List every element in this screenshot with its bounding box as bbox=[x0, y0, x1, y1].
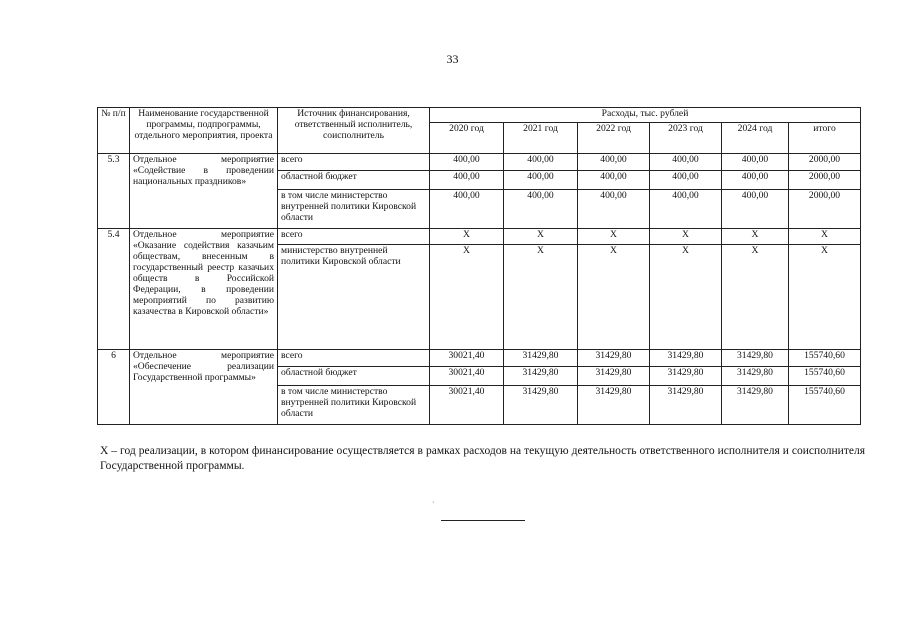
total-cell: 2000,00 bbox=[789, 171, 861, 190]
total-cell: 2000,00 bbox=[789, 154, 861, 171]
year-value-cell: 400,00 bbox=[722, 190, 789, 229]
year-value-cell: X bbox=[504, 245, 578, 350]
year-value-cell: 31429,80 bbox=[722, 386, 789, 425]
table-header bbox=[98, 108, 861, 154]
year-value-cell: 30021,40 bbox=[430, 367, 504, 386]
year-value-cell: 31429,80 bbox=[504, 367, 578, 386]
table-row bbox=[98, 154, 861, 171]
total-cell: 155740,60 bbox=[789, 367, 861, 386]
header-num: № п/п bbox=[98, 108, 130, 154]
measure-name: Отдельное мероприятие «Содействие в проведении национальных праздников» bbox=[130, 154, 278, 229]
year-value-cell: 31429,80 bbox=[722, 350, 789, 367]
year-value-cell: 31429,80 bbox=[578, 367, 650, 386]
funding-source: областной бюджет bbox=[278, 171, 430, 190]
year-value-cell: 400,00 bbox=[578, 154, 650, 171]
year-value-cell: 400,00 bbox=[504, 171, 578, 190]
year-value-cell: 400,00 bbox=[578, 190, 650, 229]
year-value-cell: 400,00 bbox=[650, 154, 722, 171]
total-cell: 155740,60 bbox=[789, 350, 861, 367]
header-year: 2023 год bbox=[650, 123, 722, 154]
table-row bbox=[98, 350, 861, 367]
scan-mark: ` bbox=[432, 500, 435, 510]
year-value-cell: 400,00 bbox=[650, 171, 722, 190]
header-year: 2022 год bbox=[578, 123, 650, 154]
total-cell: X bbox=[789, 229, 861, 245]
year-value-cell: 400,00 bbox=[430, 171, 504, 190]
funding-source: министерство внутренней политики Кировской области bbox=[278, 245, 430, 350]
year-value-cell: X bbox=[578, 245, 650, 350]
year-value-cell: 400,00 bbox=[650, 190, 722, 229]
year-value-cell: X bbox=[430, 229, 504, 245]
year-value-cell: 31429,80 bbox=[650, 350, 722, 367]
total-cell: 2000,00 bbox=[789, 190, 861, 229]
footer-rule bbox=[441, 520, 525, 521]
measure-name: Отдельное мероприятие «Обеспечение реализации Государственной программы» bbox=[130, 350, 278, 425]
year-value-cell: X bbox=[722, 245, 789, 350]
funding-source: областной бюджет bbox=[278, 367, 430, 386]
year-value-cell: X bbox=[430, 245, 504, 350]
year-value-cell: 31429,80 bbox=[722, 367, 789, 386]
header-source: Источник финансирования, ответственный исполнитель, соисполнитель bbox=[278, 108, 430, 154]
row-number: 5.3 bbox=[98, 154, 130, 229]
header-year: 2021 год bbox=[504, 123, 578, 154]
year-value-cell: 30021,40 bbox=[430, 350, 504, 367]
footnote: Х – год реализации, в котором финансирование осуществляется в рамках расходов на текущую деятельность ответственного исполнителя и соисполнителя Государственной программы. bbox=[100, 445, 865, 472]
funding-source: в том числе министерство внутренней политики Кировской области bbox=[278, 386, 430, 425]
year-value-cell: 400,00 bbox=[430, 190, 504, 229]
header-year: 2024 год bbox=[722, 123, 789, 154]
table-body bbox=[98, 154, 861, 425]
year-value-cell: 31429,80 bbox=[504, 386, 578, 425]
year-value-cell: 31429,80 bbox=[578, 350, 650, 367]
funding-source: всего bbox=[278, 229, 430, 245]
year-value-cell: 400,00 bbox=[504, 154, 578, 171]
header-name: Наименование государственной программы, подпрограммы, отдельного мероприятия, проекта bbox=[130, 108, 278, 154]
year-value-cell: 31429,80 bbox=[650, 367, 722, 386]
year-value-cell: 400,00 bbox=[722, 154, 789, 171]
year-value-cell: 400,00 bbox=[504, 190, 578, 229]
year-value-cell: X bbox=[578, 229, 650, 245]
header-expenses: Расходы, тыс. рублей bbox=[430, 108, 861, 123]
year-value-cell: X bbox=[722, 229, 789, 245]
header-total: итого bbox=[789, 123, 861, 154]
year-value-cell: 400,00 bbox=[578, 171, 650, 190]
year-value-cell: X bbox=[650, 229, 722, 245]
funding-source: всего bbox=[278, 154, 430, 171]
year-value-cell: 30021,40 bbox=[430, 386, 504, 425]
funding-source: всего bbox=[278, 350, 430, 367]
expenses-table bbox=[97, 107, 861, 425]
page-number: 33 bbox=[446, 52, 459, 66]
year-value-cell: X bbox=[650, 245, 722, 350]
header-year: 2020 год bbox=[430, 123, 504, 154]
row-number: 5.4 bbox=[98, 229, 130, 350]
year-value-cell: 400,00 bbox=[430, 154, 504, 171]
total-cell: X bbox=[789, 245, 861, 350]
row-number: 6 bbox=[98, 350, 130, 425]
year-value-cell: 31429,80 bbox=[578, 386, 650, 425]
funding-source: в том числе министерство внутренней политики Кировской области bbox=[278, 190, 430, 229]
year-value-cell: 31429,80 bbox=[504, 350, 578, 367]
year-value-cell: 400,00 bbox=[722, 171, 789, 190]
table-row bbox=[98, 229, 861, 245]
year-value-cell: X bbox=[504, 229, 578, 245]
year-value-cell: 31429,80 bbox=[650, 386, 722, 425]
total-cell: 155740,60 bbox=[789, 386, 861, 425]
measure-name: Отдельное мероприятие «Оказание содействия казачьим обществам, внесенным в государственный реестр казачьих обществ в Российской Федерации, в проведении мероприятий по развитию казачества в Кировской области» bbox=[130, 229, 278, 350]
